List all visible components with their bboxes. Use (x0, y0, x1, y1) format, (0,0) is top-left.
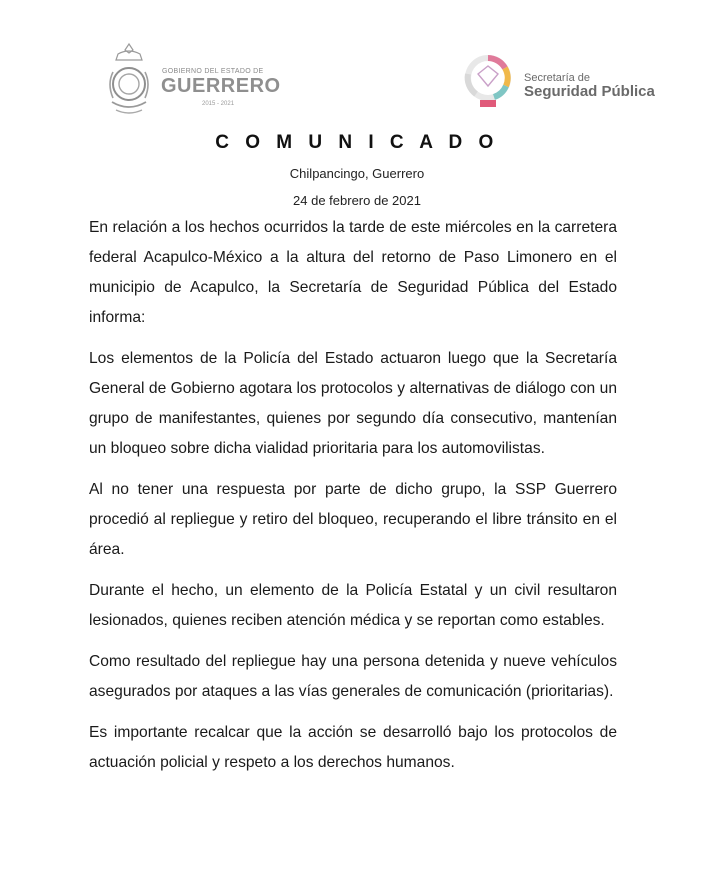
paragraph-2: Los elementos de la Policía del Estado actuaron luego que la Secretaría General de Gobierno agotara los protocolos y alternativas de diálogo con un grupo de manifestantes, quienes por segundo día consecutivo, mantenían un bloqueo sobre dicha vialidad prioritaria para los automovilistas. (89, 350, 617, 457)
guerrero-government-logo (104, 40, 281, 120)
gov-logo-years: 2015 - 2021 (202, 101, 235, 107)
document-place: Chilpancingo, Guerrero (289, 166, 425, 181)
state-seal-icon (104, 40, 154, 120)
paragraph-4: Durante el hecho, un elemento de la Policía Estatal y un civil resultaron lesionados, quienes reciben atención médica y se reportan como estables. (89, 582, 617, 629)
document-title: C O M U N I C A D O (215, 132, 499, 153)
paragraph-5: Como resultado del repliegue hay una persona detenida y nueve vehículos asegurados por ataques a las vías generales de comunicación (prioritarias). (89, 653, 617, 700)
document-date: 24 de febrero de 2021 (293, 193, 421, 208)
paragraph-1: En relación a los hechos ocurridos la tarde de este miércoles en la carretera federal Acapulco-México a la altura del retorno de Paso Limonero en el municipio de Acapulco, la Secretaría de Seguridad Pública del Estado informa: (89, 219, 617, 326)
document-body (89, 213, 617, 789)
ssp-logo-small-text: Secretaría de (524, 72, 591, 84)
ssp-emblem-icon (462, 52, 514, 110)
ssp-logo-name: Seguridad Pública (524, 83, 655, 100)
paragraph-6: Es importante recalcar que la acción se desarrolló bajo los protocolos de actuación policial y respeto a los derechos humanos. (89, 724, 617, 771)
ssp-logo (462, 52, 655, 110)
paragraph-3: Al no tener una respuesta por parte de dicho grupo, la SSP Guerrero procedió al repliegue y retiro del bloqueo, recuperando el libre tránsito en el área. (89, 481, 617, 558)
gov-logo-small-text: GOBIERNO DEL ESTADO DE (162, 68, 264, 75)
gov-logo-name: GUERRERO (161, 75, 281, 97)
